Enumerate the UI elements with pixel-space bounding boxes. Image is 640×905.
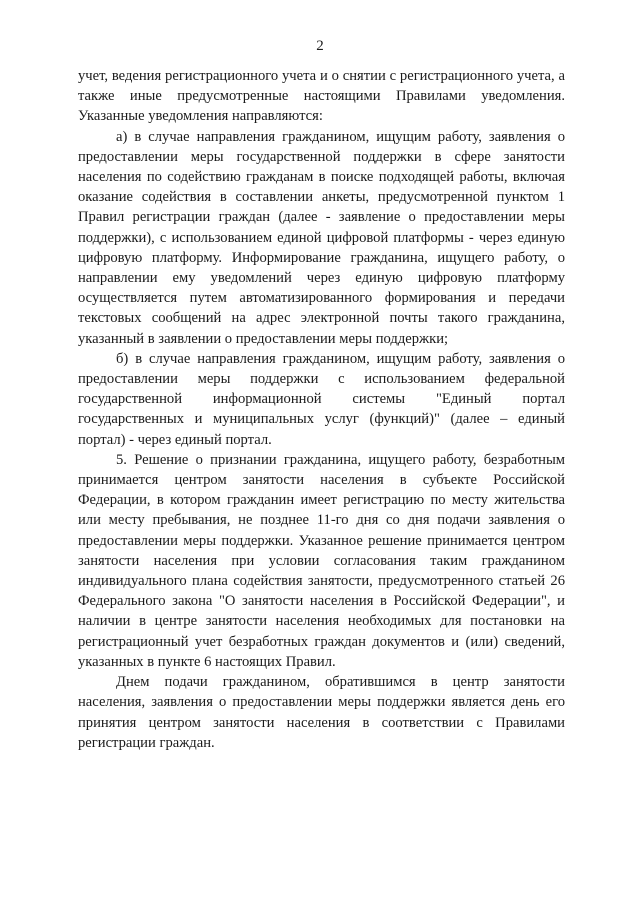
paragraph-clause-5: 5. Решение о признании гражданина, ищущего работу, безработным принимается центром занятости населения в субъекте Российской Федерации, в котором гражданин имеет регистрацию по месту жительства или месту пребывания, не позднее 11-го дня со дня подачи заявления о предоставлении меры поддержки. Указанное решение принимается центром занятости населения при условии согласования таким гражданином индивидуального плана содействия занятости, предусмотренного статьей 26 Федерального закона "О занятости населения в Российской Федерации", и наличии в центре занятости населения необходимых для постановки на регистрационный учет безработных граждан документов и (или) сведений, указанных в пункте 6 настоящих Правил. xyxy=(78,451,565,670)
page-number: 2 xyxy=(316,38,324,54)
paragraph-submission-day: Днем подачи гражданином, обратившимся в центр занятости населения, заявления о предоставлении меры поддержки является день его принятия центром занятости населения в соответствии с Правилами регистрации граждан. xyxy=(78,674,565,751)
document-body xyxy=(78,66,565,753)
paragraph-continuation: учет, ведения регистрационного учета и о снятии с регистрационного учета, а также иные предусмотренные настоящими Правилами уведомления. Указанные уведомления направляются: xyxy=(78,68,565,125)
paragraph-item-a: а) в случае направления гражданином, ищущим работу, заявления о предоставлении меры государственной поддержки в сфере занятости населения по содействию гражданам в поиске подходящей работы, включая оказание содействия в составлении анкеты, предусмотренной пунктом 1 Правил регистрации граждан (далее - заявление о предоставлении меры поддержки), с использованием единой цифровой платформы - через единую цифровую платформу. Информирование гражданина, ищущего работу, о направлении ему уведомлений через единую цифровую платформу осуществляется путем автоматизированного формирования и передачи текстовых сообщений на адрес электронной почты такого гражданина, указанный в заявлении о предоставлении меры поддержки; xyxy=(78,128,565,347)
paragraph-item-b: б) в случае направления гражданином, ищущим работу, заявления о предоставлении меры поддержки с использованием федеральной государственной информационной системы "Единый портал государственных и муниципальных услуг (функций)" (далее – единый портал) - через единый портал. xyxy=(78,350,565,448)
